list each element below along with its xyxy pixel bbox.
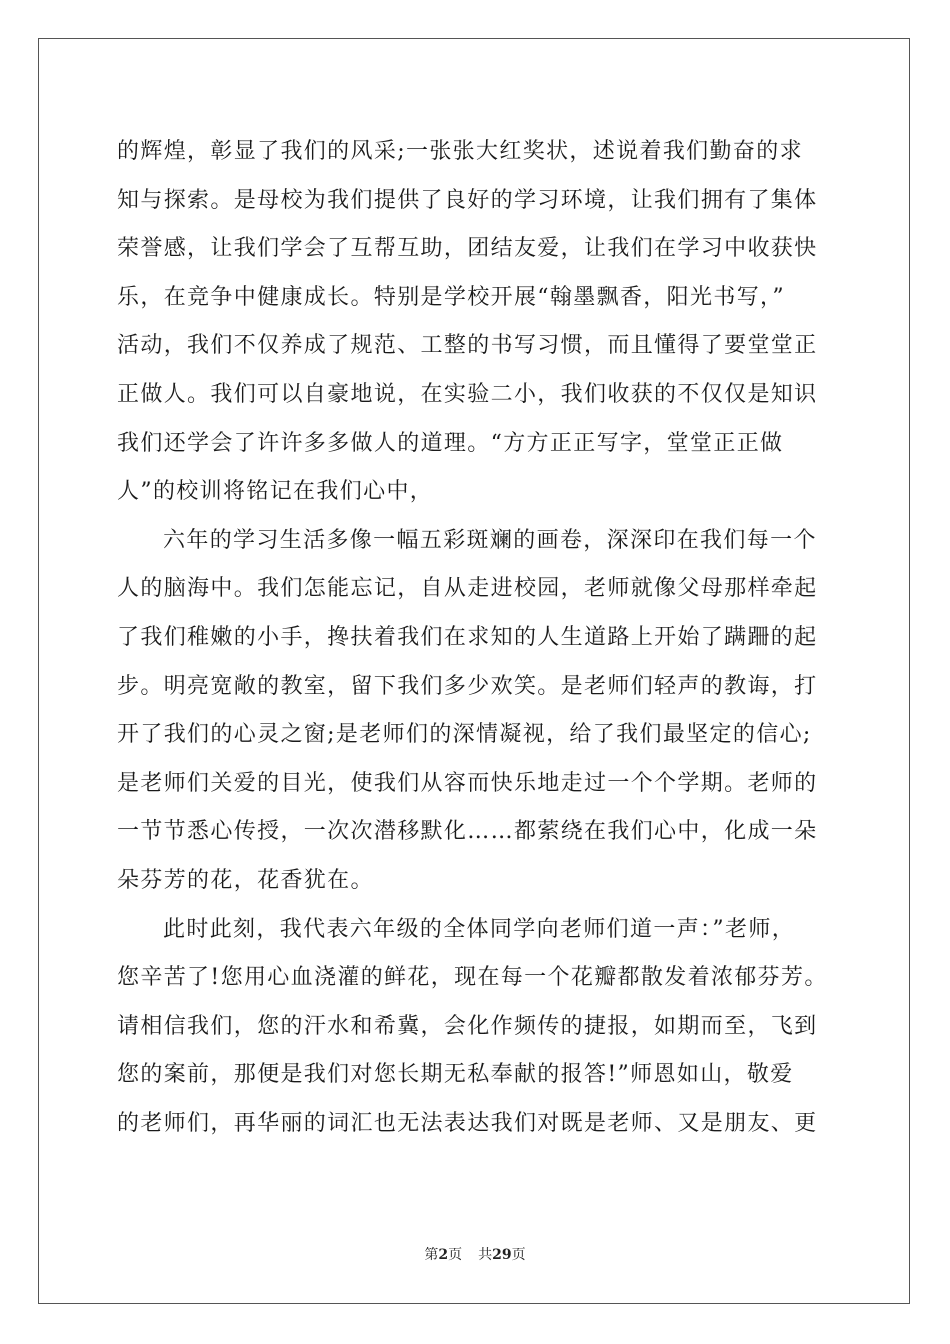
total-page-count: 29 — [492, 1247, 512, 1263]
body-line: 一节节悉心传授，一次次潜移默化……都萦绕在我们心中，化成一朵 — [117, 819, 818, 845]
body-line: 您的案前，那便是我们对您长期无私奉献的报答!”师恩如山，敬爱 — [117, 1062, 794, 1088]
body-line: 人的脑海中。我们怎能忘记，自从走进校园，老师就像父母那样牵起 — [117, 576, 818, 602]
paragraph-start-line: 六年的学习生活多像一幅五彩斑斓的画卷，深深印在我们每一个 — [163, 527, 817, 553]
page-suffix: 页 — [448, 1247, 463, 1263]
body-line: 活动，我们不仅养成了规范、工整的书写习惯，而且懂得了要堂堂正 — [117, 333, 818, 359]
body-line: 是老师们关爱的目光，使我们从容而快乐地走过一个个学期。老师的 — [117, 770, 818, 796]
body-line: 知与探索。是母校为我们提供了良好的学习环境，让我们拥有了集体 — [117, 187, 818, 213]
body-line: 乐，在竞争中健康成长。特别是学校开展“翰墨飘香，阳光书写，” — [117, 284, 785, 310]
body-line: 人”的校训将铭记在我们心中， — [117, 479, 434, 505]
page-footer — [0, 1246, 950, 1264]
total-prefix: 共 — [478, 1247, 493, 1263]
body-line: 步。明亮宽敞的教室，留下我们多少欢笑。是老师们轻声的教诲，打 — [117, 673, 818, 699]
body-line: 请相信我们，您的汗水和希冀，会化作频传的捷报，如期而至，飞到 — [117, 1013, 818, 1039]
body-line: 朵芬芳的花，花香犹在。 — [117, 867, 374, 893]
body-line: 的辉煌，彰显了我们的风采;一张张大红奖状，述说着我们勤奋的求 — [117, 139, 803, 164]
body-line: 的老师们，再华丽的词汇也无法表达我们对既是老师、又是朋友、更 — [117, 1110, 818, 1136]
body-line: 荣誉感，让我们学会了互帮互助，团结友爱，让我们在学习中收获快 — [117, 236, 818, 262]
body-line: 开了我们的心灵之窗;是老师们的深情凝视，给了我们最坚定的信心; — [117, 722, 812, 748]
paragraph-start-line: 此时此刻，我代表六年级的全体同学向老师们道一声：”老师， — [163, 916, 796, 942]
body-line: 了我们稚嫩的小手，搀扶着我们在求知的人生道路上开始了蹒跚的起 — [117, 624, 818, 650]
page-prefix: 第 — [424, 1247, 439, 1263]
total-suffix: 页 — [511, 1247, 526, 1263]
document-body — [117, 128, 837, 1148]
body-line: 我们还学会了许许多多做人的道理。“方方正正写字，堂堂正正做 — [117, 430, 784, 456]
body-line: 正做人。我们可以自豪地说，在实验二小，我们收获的不仅仅是知识 — [117, 381, 818, 407]
current-page-number: 2 — [438, 1247, 449, 1263]
body-line: 您辛苦了!您用心血浇灌的鲜花，现在每一个花瓣都散发着浓郁芬芳。 — [117, 965, 828, 991]
